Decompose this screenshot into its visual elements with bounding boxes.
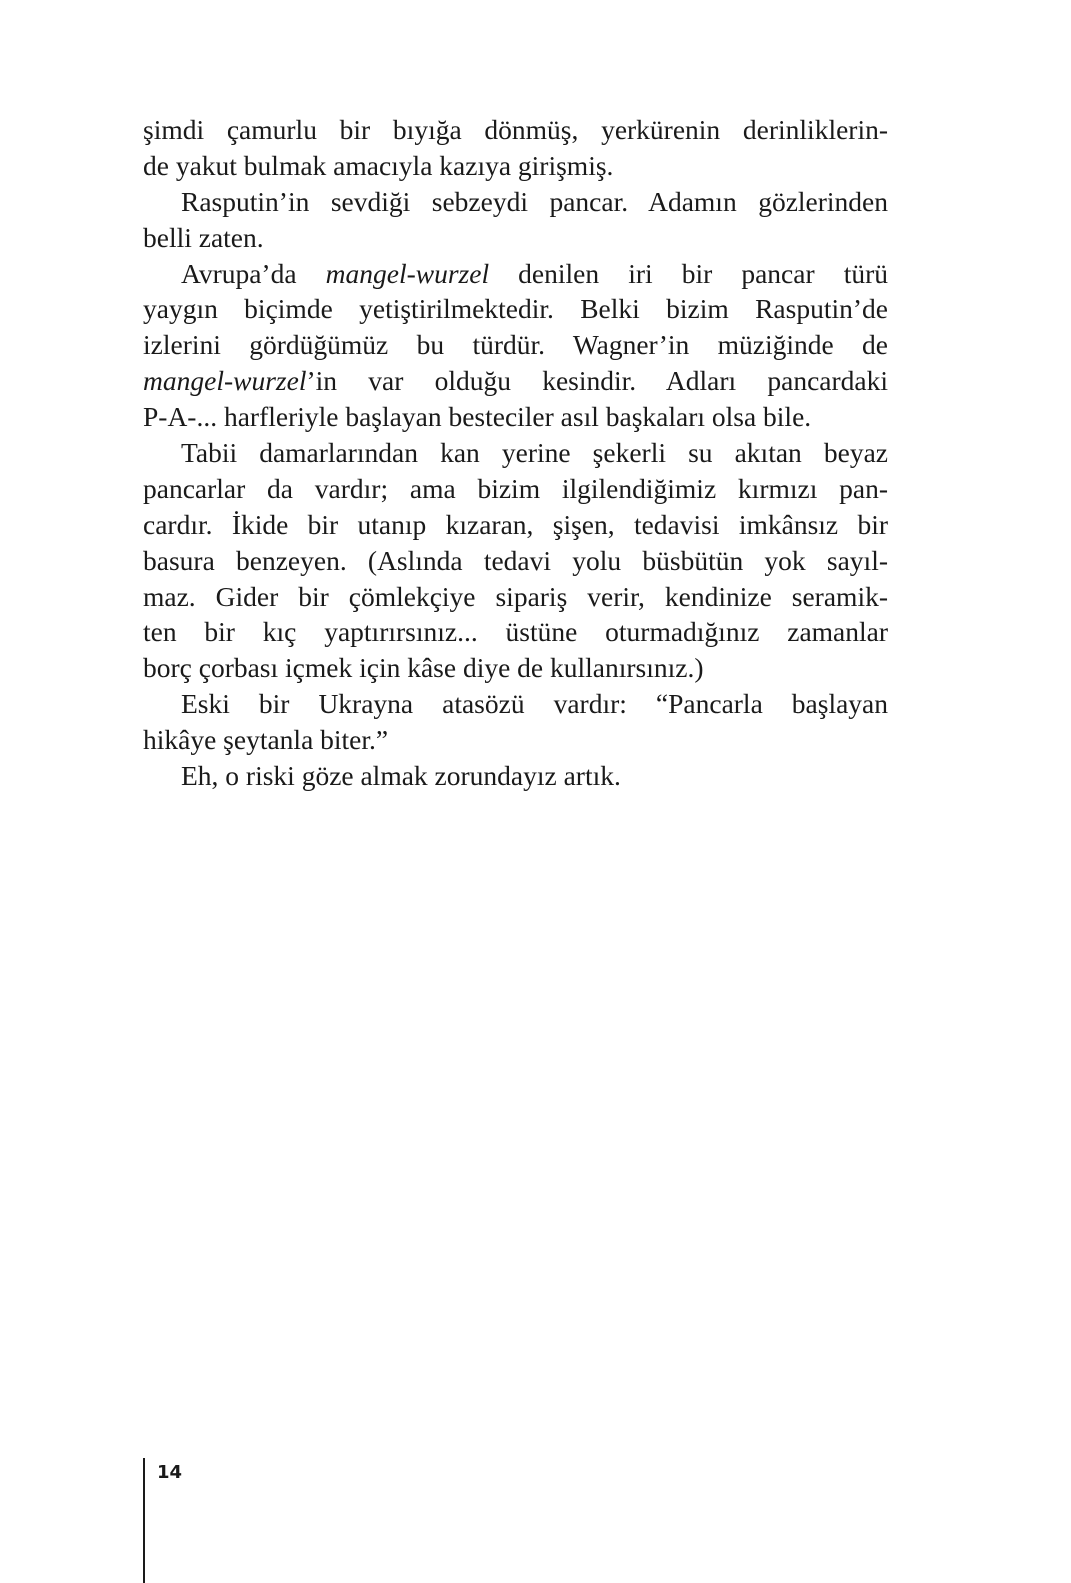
text-line <box>143 650 888 686</box>
text-run: belli zaten. <box>143 221 264 253</box>
text-run: cardır. İkide bir utanıp kızaran, şişen, tedavisi imkânsız bir <box>143 508 888 540</box>
text-line <box>143 291 888 327</box>
text-run: maz. Gider bir çömlekçiye sipariş verir, kendinize seramik- <box>143 580 888 612</box>
text-run: Eski bir Ukrayna atasözü vardır: “Pancarla başlayan <box>181 688 888 720</box>
text-line <box>143 148 888 184</box>
text-line <box>143 220 888 256</box>
text-line <box>143 507 888 543</box>
text-line <box>143 399 888 435</box>
text-run: ’in var olduğu kesindir. Adları pancardaki <box>306 365 888 397</box>
text-run: Avrupa’da <box>181 257 326 289</box>
text-line <box>143 112 888 148</box>
text-line <box>143 686 888 722</box>
text-run: izlerini gördüğümüz bu türdür. Wagner’in müziğinde de <box>143 329 888 361</box>
text-run: şimdi çamurlu bir bıyığa dönmüş, yerkürenin derinliklerin- <box>143 114 888 145</box>
text-run: P-A-... harfleriyle başlayan besteciler asıl başkaları olsa bile. <box>143 401 812 433</box>
text-run: borç çorbası içmek için kâse diye de kullanırsınız.) <box>143 652 704 684</box>
text-line <box>143 471 888 507</box>
text-run: Eh, o riski göze almak zorundayız artık. <box>181 760 621 792</box>
text-run: de yakut bulmak amacıyla kazıya girişmiş. <box>143 149 614 181</box>
text-run: Rasputin’in sevdiği sebzeydi pancar. Adamın gözlerinden <box>181 185 888 217</box>
footer-rule <box>143 1458 145 1583</box>
text-run: hikâye şeytanla biter.” <box>143 724 389 756</box>
body-text <box>143 112 888 794</box>
text-run: pancarlar da vardır; ama bizim ilgilendiğimiz kırmızı pan- <box>143 472 888 504</box>
page-number: 14 <box>157 1462 183 1483</box>
italic-term: mangel-wurzel <box>143 365 307 397</box>
text-line <box>143 327 888 363</box>
text-line <box>143 614 888 650</box>
text-line <box>143 256 888 292</box>
text-run: Tabii damarlarından kan yerine şekerli su akıtan beyaz <box>181 437 888 469</box>
text-line <box>143 758 888 794</box>
text-line <box>143 543 888 579</box>
text-line <box>143 363 888 399</box>
text-run: denilen iri bir pancar türü <box>489 257 888 289</box>
text-run: basura benzeyen. (Aslında tedavi yolu büsbütün yok sayıl- <box>143 544 888 576</box>
text-run: yaygın biçimde yetiştirilmektedir. Belki bizim Rasputin’de <box>143 293 888 325</box>
text-line <box>143 579 888 615</box>
text-line <box>143 722 888 758</box>
text-run: ten bir kıç yaptırırsınız... üstüne oturmadığınız zamanlar <box>143 616 888 648</box>
text-line <box>143 435 888 471</box>
text-line <box>143 184 888 220</box>
italic-term: mangel-wurzel <box>325 257 490 289</box>
